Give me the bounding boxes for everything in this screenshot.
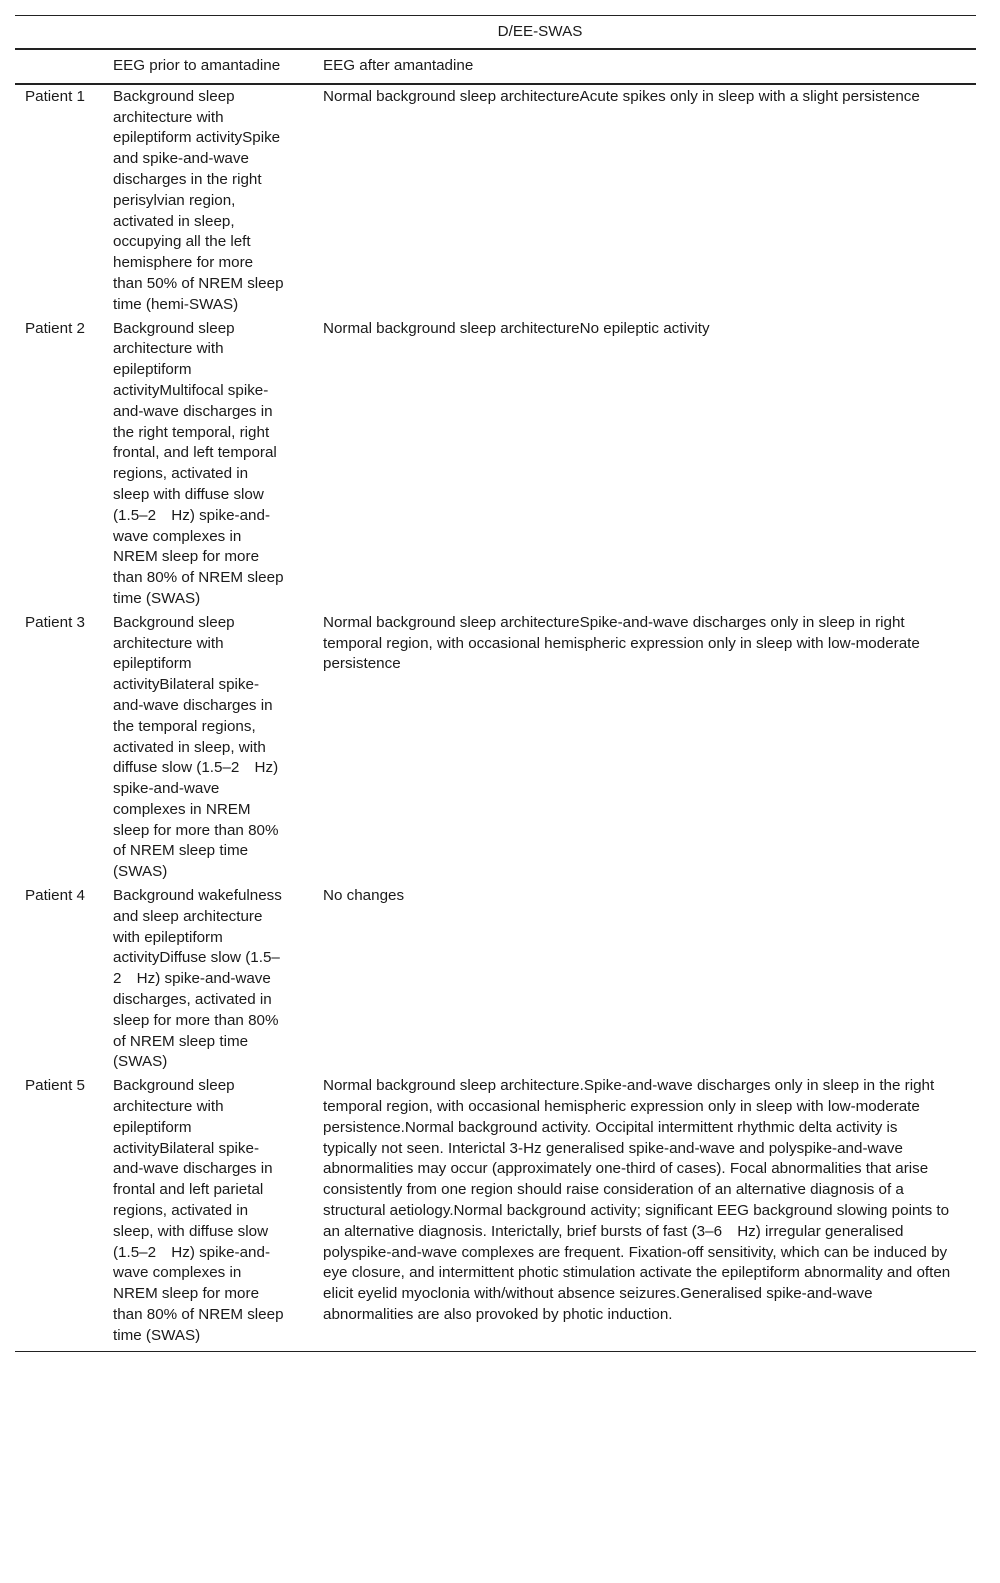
column-header-patient [15,49,104,84]
column-header-row [15,49,976,84]
eeg-before-cell: Background sleep architecture with epileptiform activityBilateral spike-and-wave discharges in the temporal regions, activated in sleep, with diffuse slow (1.5–2 Hz) spike-and-wave complexes in NREM sleep for more than 80% of NREM sleep time (SWAS) [113,613,279,881]
patient-cell: Patient 5 [15,1074,104,1351]
table-row [15,884,976,1074]
eeg-after-cell: Normal background sleep architectureSpike-and-wave discharges only in sleep in right temporal region, with occasional hemispheric expression only in sleep with low-moderate persistence [323,613,920,673]
eeg-after-cell: Normal background sleep architectureAcute spikes only in sleep with a slight persistence [323,87,920,105]
eeg-after-cell: No changes [323,887,405,905]
table-row [15,611,976,884]
patient-cell: Patient 3 [25,613,85,631]
eeg-before-cell: Background sleep architecture with epileptiform activitySpike and spike-and-wave discharges in the right perisylvian region, activated in sleep, occupying all the left hemisphere for more than 50% of NREM sleep time (hemi-SWAS) [113,87,284,313]
column-header-after: EEG after amantadine [298,49,976,84]
table-row [15,317,976,611]
patient-cell: Patient 1 [25,87,85,105]
eeg-before-cell: Background sleep architecture with epileptiform activityBilateral spike-and-wave discharges in frontal and left parietal regions, activated in sleep, with diffuse slow (1.5–2 Hz) spike-and-wave complexes in NREM sleep for more than 80% of NREM sleep time (SWAS) [104,1074,298,1351]
table-row [15,1074,976,1351]
table-container [15,15,976,1352]
patient-cell: Patient 4 [25,887,85,905]
patient-cell: Patient 2 [25,319,85,337]
eeg-after-cell: Normal background sleep architectureNo epileptic activity [323,319,710,337]
eeg-before-cell: Background wakefulness and sleep architecture with epileptiform activityDiffuse slow (1.5–2 Hz) spike-and-wave discharges, activated in sleep for more than 80% of NREM sleep time (SWAS) [113,887,282,1071]
eeg-before-cell: Background sleep architecture with epileptiform activityMultifocal spike-and-wave discharges in the right temporal, right frontal, and left temporal regions, activated in sleep with diffuse slow (1.5–2 Hz) spike-and-wave complexes in NREM sleep for more than 80% of NREM sleep time (SWAS) [113,319,284,607]
group-header-spacer [15,16,104,50]
table-row [15,84,976,317]
group-header-row [15,16,976,50]
group-header-label: D/EE-SWAS [104,16,976,50]
eeg-after-cell: Normal background sleep architecture.Spike-and-wave discharges only in sleep in the right temporal region, with occasional hemispheric expression only in sleep with low-moderate persistence.Normal background activity. Occipital intermittent rhythmic delta activity is typically not seen. Interictal 3-Hz generalised spike-and-wave and polyspike-and-wave abnormalities may occur (approximately one-third of cases). Focal abnormalities that arise consistently from one region should raise consideration of an alternative diagnosis of a structural aetiology.Normal background activity; significant EEG background slowing points to an alternative diagnosis. Interictally, brief bursts of fast (3–6 Hz) irregular generalised polyspike-and-wave complexes are frequent. Fixation-off sensitivity, which can be induced by eye closure, and intermittent photic stimulation activate the epileptiform abnormality and often elicit eyelid myoclonia with/without absence seizures.Generalised spike-and-wave abnormalities are also provoked by photic induction. [298,1074,976,1351]
eeg-comparison-table [15,15,976,1352]
column-header-before: EEG prior to amantadine [104,49,298,84]
